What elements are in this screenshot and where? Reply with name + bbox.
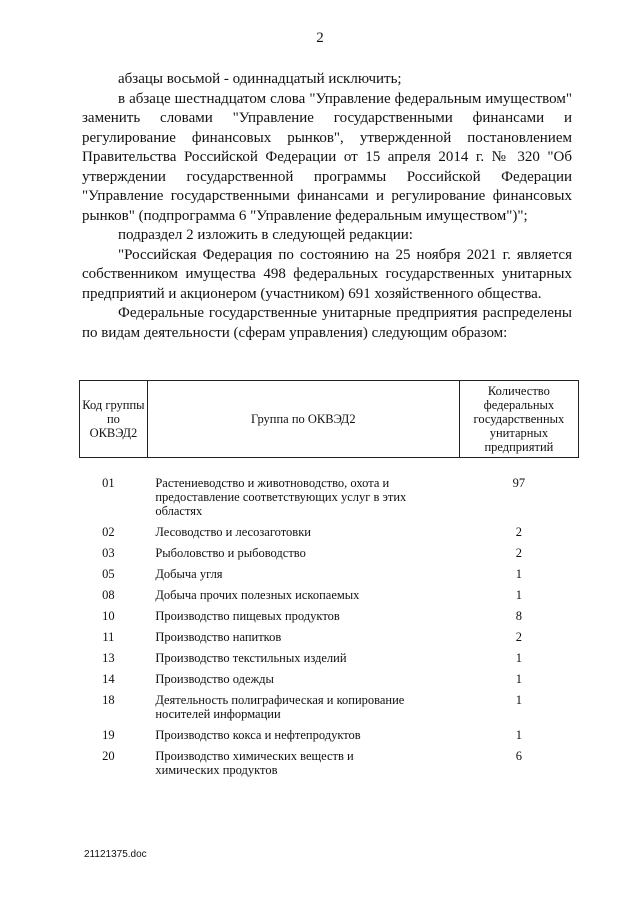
header-code: Код группы по ОКВЭД2 — [80, 381, 148, 458]
cell-count: 1 — [515, 588, 523, 602]
table-row — [80, 749, 579, 784]
cell-group: Производство химических веществ и химических продуктов — [155, 749, 354, 777]
header-count: Количество федеральных государственных унитарных предприятий — [459, 381, 578, 458]
cell-count: 2 — [515, 525, 523, 539]
cell-code: 11 — [102, 630, 115, 644]
cell-code: 10 — [102, 609, 115, 623]
table-row — [80, 609, 579, 630]
cell-group: Добыча угля — [155, 567, 223, 581]
cell-group: Рыболовство и рыбоводство — [155, 546, 306, 560]
okved-table — [79, 380, 579, 784]
table-row — [80, 567, 579, 588]
table-row — [80, 693, 579, 728]
cell-code: 01 — [102, 476, 115, 490]
cell-group: Добыча прочих полезных ископаемых — [155, 588, 360, 602]
table-row — [80, 630, 579, 651]
cell-code: 14 — [102, 672, 115, 686]
cell-code: 05 — [102, 567, 115, 581]
cell-count: 1 — [515, 567, 523, 581]
cell-count: 8 — [515, 609, 523, 623]
footer-filename: 21121375.doc — [84, 849, 147, 860]
paragraph: абзацы восьмой - одиннадцатый исключить; — [118, 71, 402, 87]
table-row — [80, 651, 579, 672]
cell-code: 02 — [102, 525, 115, 539]
cell-code: 20 — [102, 749, 115, 763]
cell-group: Растениеводство и животноводство, охота и предоставление соответствующих услуг в этих областях — [155, 476, 407, 518]
cell-count: 2 — [515, 630, 523, 644]
paragraph: в абзаце шестнадцатом слова "Управление федеральным имуществом" заменить словами "Управление государственными финансами и регулирование финансовых рынков", утвержденной постановлением Правительства Российской Федерации от 15 апреля 2014 г. № 320 "Об утверждении государственной программы Российской Федерации "Управление государственными финансами и регулирование финансовых рынков" (подпрограмма 6 "Управление федеральным имуществом")"; — [82, 90, 572, 224]
cell-group: Производство кокса и нефтепродуктов — [155, 728, 361, 742]
cell-code: 18 — [102, 693, 115, 707]
table-body — [80, 458, 579, 785]
cell-group: Производство текстильных изделий — [155, 651, 347, 665]
cell-group: Лесоводство и лесозаготовки — [155, 525, 311, 539]
cell-code: 13 — [102, 651, 115, 665]
table-row — [80, 458, 579, 526]
okved-table-container — [79, 380, 579, 784]
cell-group: Производство одежды — [155, 672, 274, 686]
table-row — [80, 525, 579, 546]
cell-count: 1 — [515, 728, 523, 742]
cell-group: Производство пищевых продуктов — [155, 609, 340, 623]
cell-count: 1 — [515, 693, 523, 707]
paragraph: подраздел 2 изложить в следующей редакции: — [118, 227, 413, 243]
cell-count: 1 — [515, 672, 523, 686]
table-row — [80, 672, 579, 693]
paragraph: Федеральные государственные унитарные предприятия распределены по видам деятельности (сферам управления) следующим образом: — [82, 305, 572, 341]
table-row — [80, 546, 579, 567]
cell-code: 08 — [102, 588, 115, 602]
page-number: 2 — [316, 30, 324, 46]
header-group: Группа по ОКВЭД2 — [147, 381, 459, 458]
cell-code: 19 — [102, 728, 115, 742]
document-body — [82, 70, 572, 343]
table-row — [80, 588, 579, 609]
cell-group: Производство напитков — [155, 630, 282, 644]
cell-code: 03 — [102, 546, 115, 560]
cell-count: 97 — [512, 476, 526, 490]
table-row — [80, 728, 579, 749]
cell-group: Деятельность полиграфическая и копирование носителей информации — [155, 693, 405, 721]
cell-count: 1 — [515, 651, 523, 665]
table-header-row — [80, 381, 579, 458]
cell-count: 6 — [515, 749, 523, 763]
paragraph: "Российская Федерация по состоянию на 25 ноября 2021 г. является собственником имущества 498 федеральных государственных унитарных предприятий и акционером (участником) 691 хозяйственного общества. — [82, 246, 572, 302]
cell-count: 2 — [515, 546, 523, 560]
